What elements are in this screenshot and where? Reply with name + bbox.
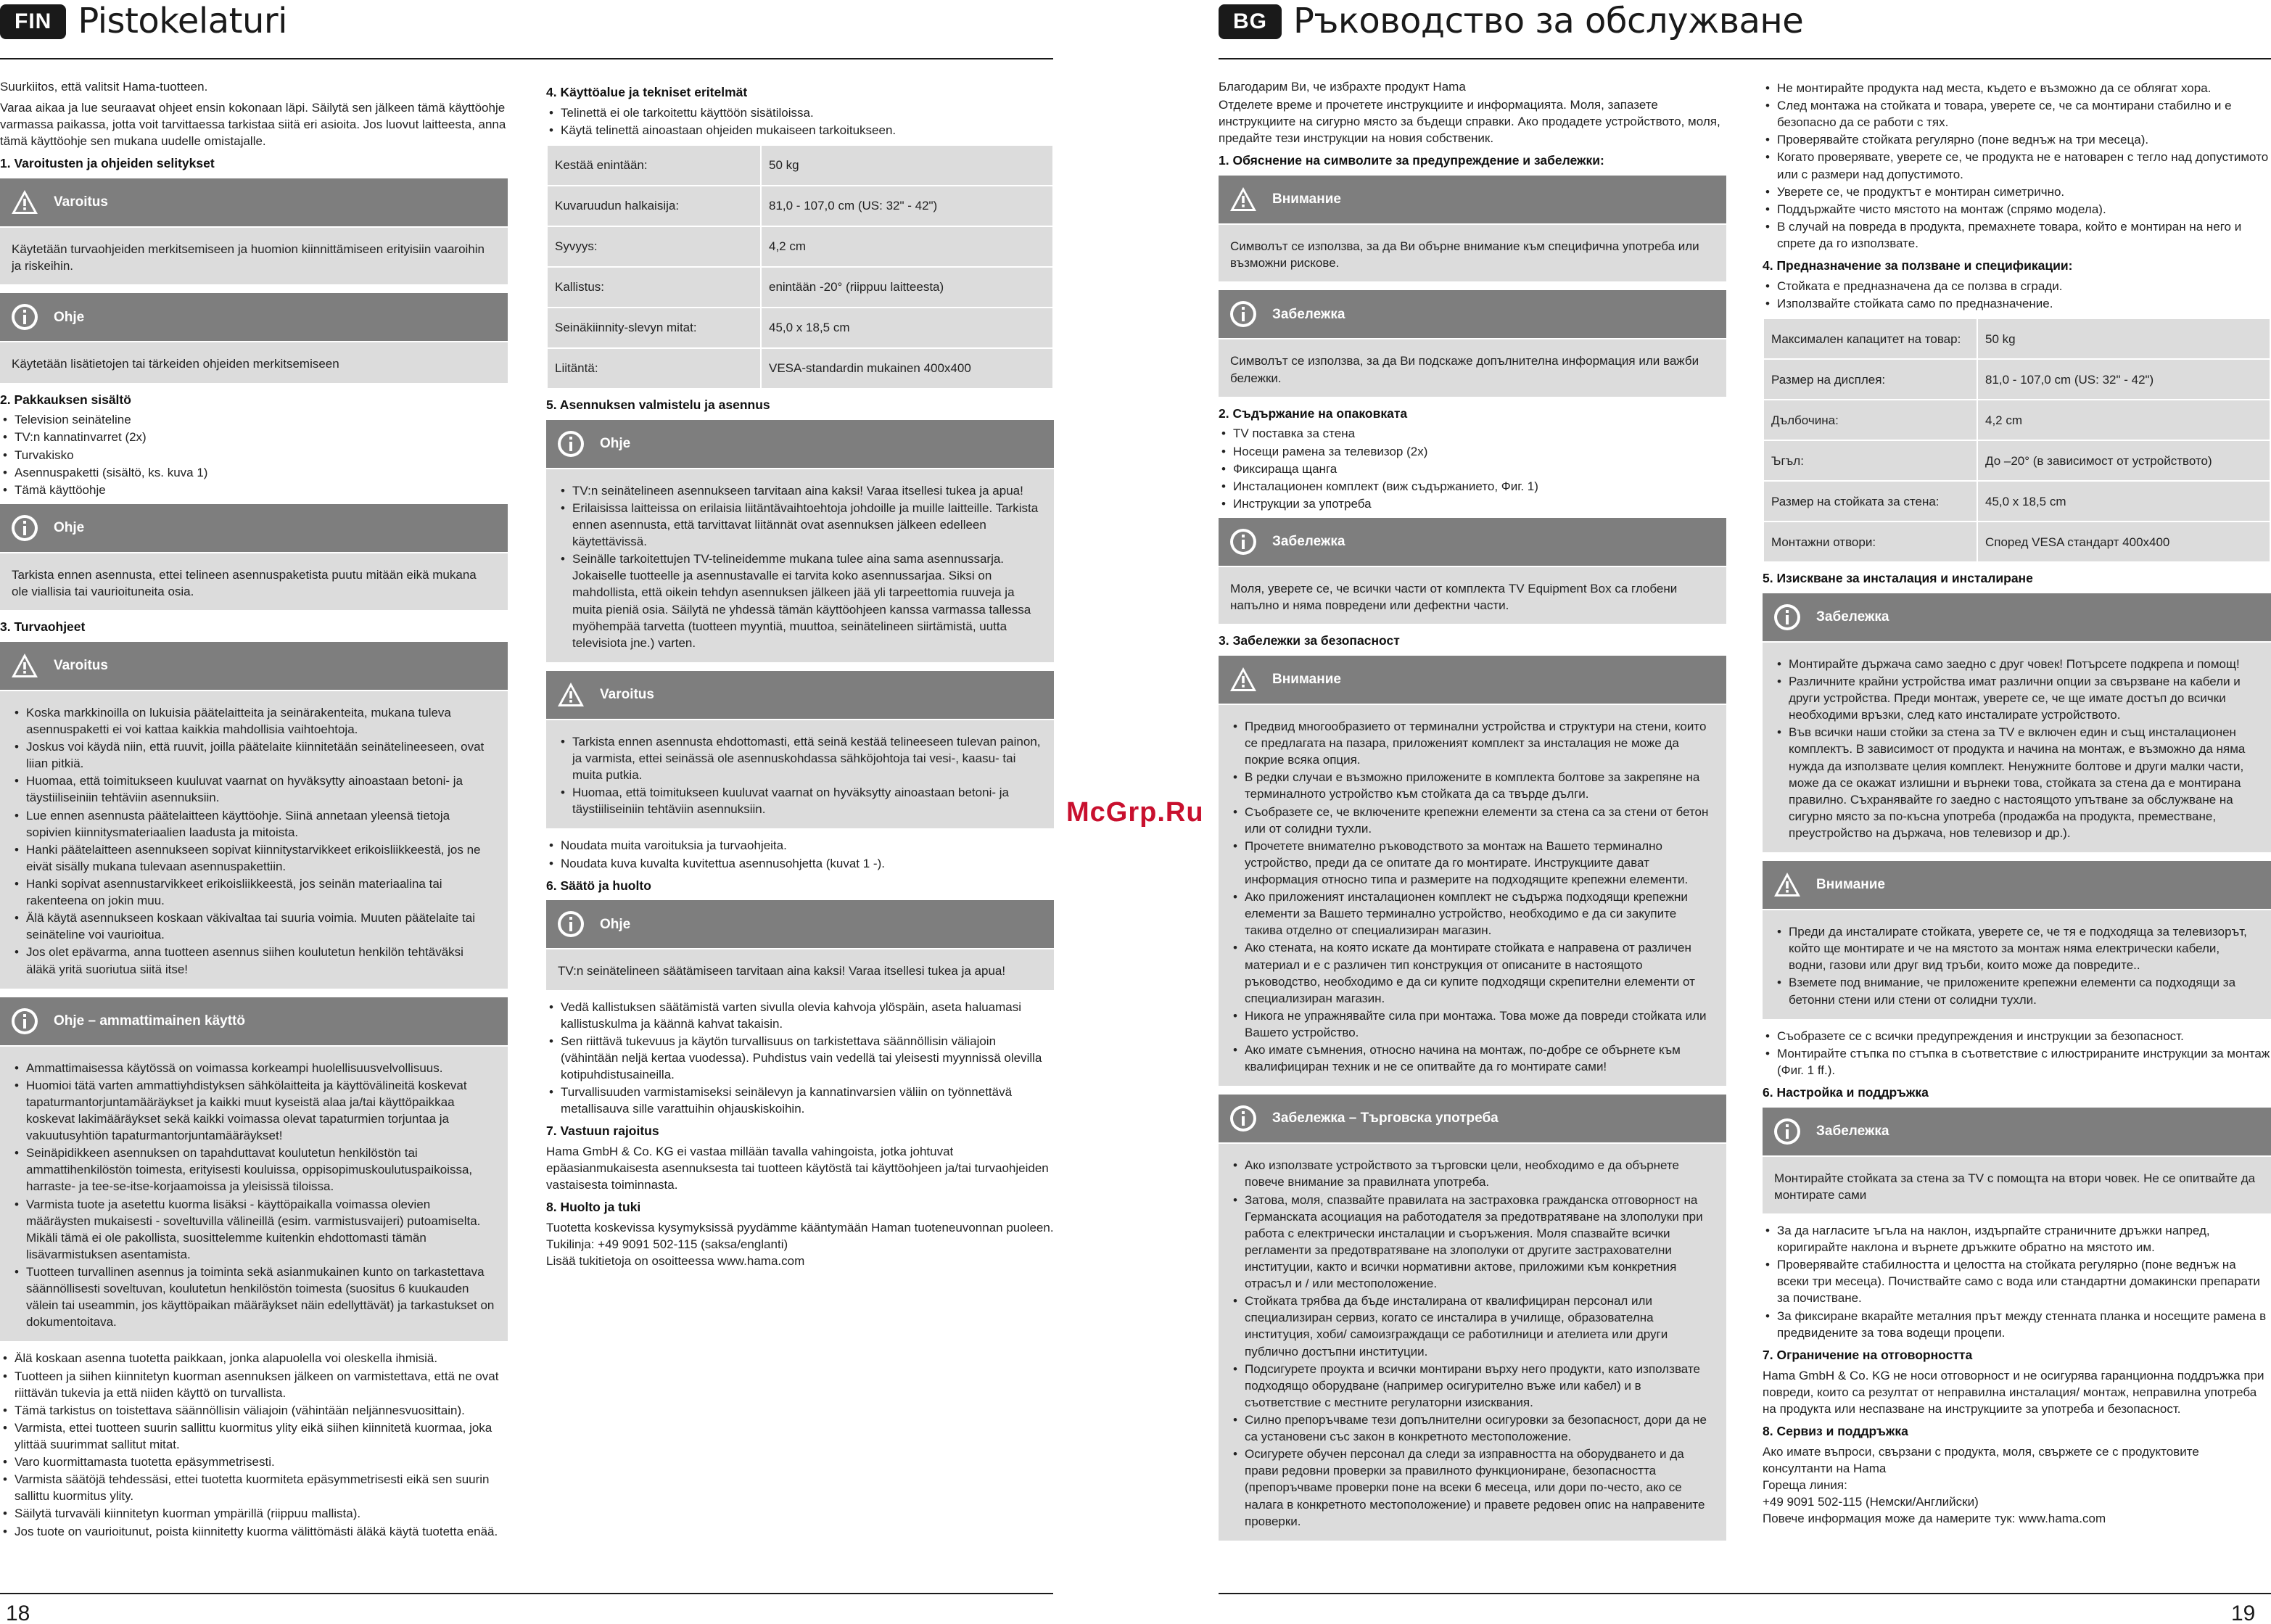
section-title: 7. Ограничение на отговорността — [1763, 1347, 1973, 1362]
list-item: • Tuotteen ja siihen kiinnitetyn kuorman asennuksen jälkeen on varmistettava, että ne ovat riittävän tukevia ja että niiden käyttö on turvallista. — [0, 1368, 508, 1401]
support-line: Повече информация може да намерите тук: www.hama.com — [1763, 1512, 2106, 1526]
list-item: • Television seinäteline — [0, 411, 508, 428]
list-item: • Tämä käyttöohje — [0, 482, 508, 498]
spec-value: VESA-standardin mukainen 400x400 — [761, 348, 1053, 389]
left-header-rule — [0, 58, 1053, 59]
right-column-1 — [1219, 78, 1726, 1549]
box-text: Tarkista ennen asennusta, ettei telineen asennuspaketista puutu mitään eikä mukana ole viallisia tai vaurioituneita osia. — [12, 567, 477, 599]
usage-list — [546, 104, 1054, 139]
safety-list — [0, 1350, 508, 1539]
list-item: • Ако имате съмнения, относно начина на монтаж, по-добре се обърнете към квалифициран техник и не се опитвайте да го монтирате сами! — [1230, 1042, 1715, 1075]
warning-box — [0, 642, 508, 989]
spec-key: Размер на стойката за стена: — [1763, 481, 1977, 522]
box-text: Монтирайте стойката за стена за TV с помощта на втори човек. Не се опитвайте да монтирате сами — [1774, 1171, 2256, 1202]
spec-value: 45,0 x 18,5 cm — [761, 308, 1053, 348]
list-item: • Varo kuormittamasta tuotetta epäsymmetrisesti. — [0, 1454, 508, 1470]
support-line: Tuotetta koskevissa kysymyksissä pyydämme kääntymään Haman tuoteneuvonnan puoleen. — [546, 1221, 1054, 1235]
list-item: • Telinettä ei ole tarkoitettu käyttöön sisätiloissa. — [546, 104, 1054, 121]
list-item: • Tuotteen turvallinen asennus ja toiminta sekä asianmukainen kunto on tarkastettava säännöllisesti soveltuvan, koulutetun henkilöstön toimesta (suositus 6 kuukauden välein tai useammin, jos käyttöpaikan määräykset näin edellyttävät) ja tarkastukset on dokumentoitava. — [12, 1264, 496, 1330]
spec-value: 50 kg — [761, 145, 1053, 186]
package-contents-list — [0, 411, 508, 498]
list-item: • Стойката трябва да бъде инсталирана от квалифициран персонал или специализиран сервиз, когато се инсталира в училище, образователна институция, хоби/ самоизграждащи се работилници и ателиета или други публично достъпни институции. — [1230, 1293, 1715, 1359]
list-item: • Подсигурете проукта и всички монтирани върху него продукти, като използвате подходящо оборудване (например осигурително въже или кабел) и в съответствие с местните регулаторни изисквания. — [1230, 1361, 1715, 1411]
list-item: • Носещи рамена за телевизор (2x) — [1219, 443, 1726, 460]
spec-value: 4,2 cm — [1977, 400, 2270, 440]
warning-triangle-icon — [10, 188, 39, 217]
list-item: • Монтирайте държача само заедно с друг човек! Потърсете подкрепа и помощ! — [1774, 656, 2259, 672]
list-item: • За да нагласите ъгъла на наклон, издърпайте страничните дръжки напред, коригирайте наклона и върнете дръжките обратно на мястото им. — [1763, 1222, 2271, 1256]
liability-text: Hama GmbH & Co. KG не носи отговорност и не осигурява гаранционна поддръжка при повреди, които са резултат от неправилна инсталация/ монтаж, неправилна употреба на продукта или неспазване на инструкциите за употреба и безопасност. — [1763, 1368, 2264, 1416]
left-column-2 — [546, 78, 1054, 1274]
list-item: • Seinälle tarkoitettujen TV-telineidemme mukana tulee aina sama asennussarja. Jokaiselle tuotteelle ja asennustavalle ei tarvita koko asennussarjaa. Siksi on mahdollista, että oikein tehdyn asennuksen jälkeen jää yli tarpeettomia ruuveja ja muita pieniä osia. Säilytä ne yhdessä tämän käyttöohjeen kanssa varmassa tallessa myöhempää tarvetta (tuotteen myyntiä, muuttoa, seinätelineen siirtämistä, uutta televisiota jne.) varten. — [558, 551, 1042, 651]
spec-value: 45,0 x 18,5 cm — [1977, 481, 2270, 522]
list-item: • Различните крайни устройства имат различни опции за свързване на кабели и други устройства. Преди монтаж, уверете се, че ще имате достъп до всички необходими връзки, след като инсталирате устройството. — [1774, 673, 2259, 723]
left-page-number: 18 — [6, 1602, 30, 1624]
list-item: • Jos olet epävarma, anna tuotteen asennus siihen koulutetun henkilön tehtäväksi äläkä yritä suoriutua siitä itse! — [12, 944, 496, 977]
list-item: • Инструкции за употреба — [1219, 495, 1726, 512]
warning-box — [1219, 656, 1726, 1086]
list-item: • Huomaa, että toimitukseen kuuluvat vaarnat on hyväksytty ainoastaan betoni- ja täystiiliseiniin tehtäviin asennuksiin. — [12, 772, 496, 806]
info-circle-icon — [556, 429, 585, 458]
note-box — [1219, 290, 1726, 396]
support-line: Гореща линия: — [1763, 1477, 1847, 1492]
section-title: 4. Käyttöalue ja tekniset eritelmät — [546, 85, 748, 99]
section-title: 2. Съдържание на опаковката — [1219, 405, 1408, 421]
list-item: • Seinäpidikkeen asennuksen on tapahduttavat koulutetun henkilöstön tai ammattihenkilöstön toimesta, erityisesti kouluissa, oppisopimuskoulutuspaikoissa, harraste- ja tee-se-itse-korjaamoissa ja yleisissä tiloissa. — [12, 1145, 496, 1195]
box-text: Käytetään lisätietojen tai tärkeiden ohjeiden merkitsemiseen — [12, 357, 339, 371]
table-row — [547, 267, 1053, 308]
spec-value: Според VESA стандарт 400x400 — [1977, 522, 2270, 562]
left-footer-rule — [0, 1593, 1053, 1594]
box-text: Моля, уверете се, че всички части от комплекта TV Equipment Box са глобени напълно и няма повредени или дефектни части. — [1230, 582, 1678, 613]
list-item: • Erilaisissa laitteissa on erilaisia liitäntävaihtoehtoja johdoille ja muille laitteille. Tarkista ennen asennusta, että tarvittavat liitännät ovat asennuksen jälkeen edelleen käytettävissä. — [558, 500, 1042, 550]
warning-box — [0, 178, 508, 284]
box-title: Varoitus — [54, 194, 108, 210]
spec-key: Ъгъл: — [1763, 440, 1977, 481]
warning-triangle-icon — [1773, 870, 1802, 899]
box-title: Забележка – Търговска употреба — [1272, 1110, 1499, 1126]
list-item: • Във всички наши стойки за стена за TV е включен един и същ инсталационен комплектъ. В зависимост от продукта и начина на монтаж, е възможно да няма нужда да използвате целия комплект. Ненужните болтове и други малки части, може да се окажат излишни и върнеки това, стойката за стена да е монтирана правилно. Съхранявайте го заедно с настоящото упътване за обслужване на сигурно място за по-късна употреба (продажба на продукта, преместване, преустройство на държача, нов телевизор и др.). — [1774, 724, 2259, 841]
note-box — [1763, 1108, 2271, 1213]
list-item: • Използвайте стойката само по предназначение. — [1763, 295, 2271, 312]
info-circle-icon — [10, 1007, 39, 1036]
list-item: • Koska markkinoilla on lukuisia päätelaitteita ja seinärakenteita, mukana tuleva asennuspaketti ei voi kattaa kaikkia mahdollisia vaihtoehtoja. — [12, 704, 496, 738]
support-line: Lisää tukitietoja on osoitteessa www.hama.com — [546, 1254, 805, 1269]
box-title: Ohje — [54, 309, 85, 325]
list-item: • Noudata muita varoituksia ja turvaohjeita. — [546, 837, 1054, 854]
spec-key: Kuvaruudun halkaisija: — [547, 186, 761, 226]
list-item: • Стойката е предназначена да се ползва в сгради. — [1763, 278, 2271, 294]
list-item: • Varmista säätöjä tehdessäsi, ettei tuotetta kuormiteta epäsymmetrisesti eikä sen suurin sallittu kuormitus ylity. — [0, 1471, 508, 1504]
warning-triangle-icon — [1229, 185, 1258, 214]
warning-box — [1219, 176, 1726, 281]
list-item: • Ако използвате устройството за търговски цели, необходимо е да обърнете повече внимание за правилната употреба. — [1230, 1157, 1715, 1190]
maintenance-list — [1763, 1222, 2271, 1341]
table-row — [547, 226, 1053, 267]
language-badge-fin: FIN — [0, 4, 66, 40]
support-line: Ако имате въпроси, свързани с продукта, моля, свържете се с продуктовите консултанти на Hama — [1763, 1444, 2199, 1475]
intro-paragraph: Отделете време и прочетете инструкциите и информацията. Моля, запазете инструкциите на сигурно място за бъдещи справки. Ако продадете устройството, моля, предайте тези инструкции на новия собственик. — [1219, 98, 1720, 146]
section-title: 3. Забележки за безопасност — [1219, 633, 1400, 648]
list-item: • Älä käytä asennukseen koskaan väkivaltaa tai suuria voimia. Muuten päätelaite tai seinäteline voi vaurioitua. — [12, 910, 496, 943]
list-item: • Noudata kuva kuvalta kuvitettua asennusohjetta (kuvat 1 -). — [546, 855, 1054, 872]
list-item: • Sen riittävä tukevuus ja käytön turvallisuus on tarkistettava säännöllisin väliajoin (vähintään neljä kertaa vuodessa). Puhdistus vain vedellä tai yleisesti myynnissä olevilla kotipuhdistusaineilla. — [546, 1033, 1054, 1083]
box-title: Забележка — [1816, 1123, 1889, 1139]
list-item: • Осигурете обучен персонал да следи за изправността на оборудването и да прави редовни проверки за правилното функциониране, безопасността (препоръчваме проверки поне на всеки 6 месеца, или дори по-често, ако се налага в конкретното местоположение) и правете редовен опис на направените проверки. — [1230, 1446, 1715, 1530]
list-item: • Lue ennen asennusta päätelaitteen käyttöohje. Siinä annetaan yleensä tietoja sopivien kiinnitysmateriaalien laadusta ja mitoista. — [12, 807, 496, 841]
section-title: 1. Обяснение на символите за предупреждение и забележки: — [1219, 153, 1604, 168]
box-title: Ohje — [600, 435, 631, 451]
list-item: • Hanki päätelaitteen asennukseen sopivat kiinnitystarvikkeet erikoisliikkeestä, jos ne eivät sisälly mukana tulevaan asennuspakettiin. — [12, 841, 496, 875]
section-title: 2. Pakkauksen sisältö — [0, 392, 131, 407]
table-row — [1763, 440, 2270, 481]
box-title: Varoitus — [600, 686, 654, 702]
right-page-header — [1219, 0, 1803, 44]
list-item: • Уверете се, че продуктът е монтиран симетрично. — [1763, 184, 2271, 200]
note-box — [546, 420, 1054, 662]
list-item: • Проверявайте стойката регулярно (поне веднъж на три месеца). — [1763, 131, 2271, 148]
list-item: • Прочетете внимателно ръководството за монтаж на Вашето терминално устройство, преди да се опитате да го монтирате. Инструкциите дават информация относно типа и размерите на подходящите крепежни елементи. — [1230, 838, 1715, 888]
table-row — [1763, 359, 2270, 400]
note-box — [1763, 593, 2271, 852]
info-circle-icon — [556, 910, 585, 939]
warning-triangle-icon — [556, 680, 585, 709]
warning-box — [546, 671, 1054, 829]
list-item: • Turvallisuuden varmistamiseksi seinälevyn ja kannatinvarsien väliin on työnnettävä metallisauva sille varattuihin ohjauskiskoihin. — [546, 1084, 1054, 1117]
note-box — [1219, 518, 1726, 624]
spec-key: Seinäkiinnity-slevyn mitat: — [547, 308, 761, 348]
info-circle-icon — [1773, 603, 1802, 632]
spec-value: 81,0 - 107,0 cm (US: 32" - 42") — [761, 186, 1053, 226]
box-text: TV:n seinätelineen säätämiseen tarvitaan aina kaksi! Varaa itsellesi tukea ja apua! — [558, 964, 1006, 978]
note-box — [546, 900, 1054, 989]
list-item: • Ако приложеният инсталационен комплект не съдържа подходящи крепежни елементи за Вашето терминално устройство, необходимо е да си закупите такива отделно от специализиран магазин. — [1230, 889, 1715, 939]
spec-value: До –20° (в зависимост от устройството) — [1977, 440, 2270, 481]
spec-key: Дълбочина: — [1763, 400, 1977, 440]
list-item: • Huomaa, että toimitukseen kuuluvat vaarnat on hyväksytty ainoastaan betoni- ja täystiiliseiniin tehtäviin asennuksiin. — [558, 784, 1042, 817]
intro-paragraph: Varaa aikaa ja lue seuraavat ohjeet ensin kokonaan läpi. Säilytä sen jälkeen tämä käyttöohje varmassa paikassa, jotta voit tarvittaessa tarkistaa siitä eri asioita. Jos luovut laitteesta, anna tämä käyttöohje sen mukana uudelle omistajalle. — [0, 101, 506, 149]
list-item: • Вземете под внимание, че приложените крепежни елементи са подходящи за бетонни стени или стени от солидни тухли. — [1774, 974, 2259, 1007]
box-title: Ohje — [600, 916, 631, 932]
list-item: • Turvakisko — [0, 447, 508, 463]
list-item: • Силно препоръчваме тези допълнителни осигуровки за безопасност, дори да не са установени със закон в конкретното местоположение. — [1230, 1411, 1715, 1445]
info-circle-icon — [10, 514, 39, 543]
install-list — [1763, 1028, 2271, 1079]
box-title: Забележка — [1272, 534, 1345, 550]
list-item: • Монтирайте стъпка по стъпка в съответствие с илюстрираните инструкции за монтаж (Фиг. 1 ff.). — [1763, 1045, 2271, 1079]
list-item: • TV поставка за стена — [1219, 425, 1726, 442]
list-item: • Hanki sopivat asennustarvikkeet erikoisliikkeestä, jos seinän materiaalina tai rakenteena on jokin muu. — [12, 875, 496, 909]
watermark-text: McGrp.Ru — [1066, 797, 1204, 828]
list-item: • Предвид многообразието от терминални устройства и структури на стени, които се предлагата на пазара, приложеният комплект за инсталация не може да покрие всяка опция. — [1230, 718, 1715, 768]
left-column-1 — [0, 78, 508, 1546]
list-item: • Jos tuote on vaurioitunut, poista kiinnitetty kuorma välittömästi äläkä käytä tuotetta enää. — [0, 1523, 508, 1540]
info-circle-icon — [10, 302, 39, 331]
list-item: • Joskus voi käydä niin, että ruuvit, joilla päätelaite kiinnitetään seinätelineeseen, ovat liian pitkiä. — [12, 738, 496, 772]
intro-line: Suurkiitos, että valitsit Hama-tuotteen. — [0, 80, 208, 94]
list-item: • Никога не упражнявайте сила при монтажа. Това може да повреди стойката или Вашето устройство. — [1230, 1007, 1715, 1041]
list-item: • В редки случаи е възможно приложените в комплекта болтове за закрепяне на терминалното устройство към стойката да са твърде дълги. — [1230, 769, 1715, 802]
list-item: • Huomioi tätä varten ammattiyhdistyksen sähkölaitteita ja käyttövälineitä koskevat tapaturmantorjuntamääräykset ja kaikki muut kyseistä alaa ja/tai käyttöpaikkaa koskevat lakimääräykset sekä kaikki voimassa olevat tapaturmien torjuntaa ja vakuutusyhtiön tapaturmantorjuntamääräykset! — [12, 1077, 496, 1144]
box-text: Käytetään turvaohjeiden merkitsemiseen ja huomion kiinnittämiseen erityisiin vaaroihin ja riskeihin. — [12, 242, 485, 273]
list-item: • Tämä tarkistus on toistettava säännöllisin väliajoin (vähintään neljännesvuosittain). — [0, 1402, 508, 1419]
left-page-header — [0, 0, 287, 44]
section-title: 4. Предназначение за ползване и спецификации: — [1763, 258, 2073, 273]
info-circle-icon — [1773, 1117, 1802, 1146]
box-title: Внимание — [1816, 877, 1885, 893]
spec-key: Kestää enintään: — [547, 145, 761, 186]
box-title: Забележка — [1816, 609, 1889, 625]
section-title: 3. Turvaohjeet — [0, 619, 86, 635]
right-page-number: 19 — [2231, 1602, 2256, 1624]
install-list — [546, 837, 1054, 871]
list-item: • Затова, моля, спазвайте правилата на застраховка гражданска отговорност на Германската асоциация на работодателя за предотвратяване на злополуки при работа с електрически инсталации и съоръжения. Моля спазвайте всички регламенти за предотвратяване на злополуки от другите застрахователни институции, както и всички нормативни актове, приложими към конкретния отрасъл и / или местоположение. — [1230, 1192, 1715, 1293]
warning-triangle-icon — [1229, 665, 1258, 694]
table-row — [1763, 481, 2270, 522]
section-title: 1. Varoitusten ja ohjeiden selitykset — [0, 156, 215, 171]
right-header-rule — [1219, 58, 2271, 59]
list-item: • Varmista tuote ja asetettu kuorma lisäksi - käyttöpaikalla voimassa olevien määräysten mukaisesti - soveltuvilla välineillä (esim. varmistusvaijeri) putoamiselta. Mikäli tämä ei ole pakollista, suosittelemme kuitenkin ehdottomasti tämän lisävarmistuksen asentamista. — [12, 1196, 496, 1263]
maintenance-list — [546, 999, 1054, 1118]
spec-value: 81,0 - 107,0 cm (US: 32" - 42") — [1977, 359, 2270, 400]
box-title: Внимание — [1272, 191, 1341, 207]
spec-key: Максимален капацитет на товар: — [1763, 318, 1977, 359]
section-title: 6. Настройка и поддръжка — [1763, 1084, 1929, 1100]
right-page-title: Ръководство за обслужване — [1293, 1, 1804, 42]
list-item: • TV:n seinätelineen asennukseen tarvitaan aina kaksi! Varaa itsellesi tukea ja apua! — [558, 482, 1042, 499]
spec-value: 4,2 cm — [761, 226, 1053, 267]
list-item: • Ако стената, на която искате да монтирате стойката е направена от различен материал и е с различен тип конструкция от описаните в настоящото ръководство, необходимо е да си купите подходящи скрепителни елементи от специализиран магазин. — [1230, 939, 1715, 1006]
note-box-commercial — [1219, 1095, 1726, 1540]
spec-key: Размер на дисплея: — [1763, 359, 1977, 400]
warning-triangle-icon — [10, 651, 39, 680]
package-contents-list — [1219, 425, 1726, 512]
table-row — [547, 145, 1053, 186]
list-item: • Käytä telinettä ainoastaan ohjeiden mukaiseen tarkoitukseen. — [546, 122, 1054, 139]
list-item: • Фиксираща щанга — [1219, 461, 1726, 477]
section-title: 5. Изискване за инсталация и инсталиране — [1763, 571, 2033, 586]
list-item: • Съобразете се с всички предупреждения и инструкции за безопасност. — [1763, 1028, 2271, 1044]
info-circle-icon — [1229, 1104, 1258, 1133]
list-item: • Когато проверявате, уверете се, че продукта не е натоварен с тегло над допустимото или с размери над допустимото. — [1763, 149, 2271, 182]
list-item: • За фиксиране вкарайте металния прът между стенната планка и носещите рамена в предвидените за това водещи процепи. — [1763, 1308, 2271, 1341]
section-title: 7. Vastuun rajoitus — [546, 1124, 659, 1139]
info-circle-icon — [1229, 527, 1258, 556]
box-title: Забележка — [1272, 306, 1345, 322]
list-item: • В случай на повреда в продукта, премахнете товара, който е монтиран на него и спрете да го използвате. — [1763, 218, 2271, 252]
usage-list — [1763, 278, 2271, 312]
box-title: Ohje — [54, 519, 85, 535]
spec-table — [546, 144, 1054, 389]
spec-key: Kallistus: — [547, 267, 761, 308]
box-title: Varoitus — [54, 658, 108, 673]
safety-list — [1763, 80, 2271, 252]
table-row — [547, 308, 1053, 348]
note-box-professional — [0, 997, 508, 1342]
section-title: 8. Сервиз и поддръжка — [1763, 1423, 1908, 1438]
spec-key: Syvyys: — [547, 226, 761, 267]
spec-key: Монтажни отвори: — [1763, 522, 1977, 562]
support-line: +49 9091 502-115 (Немски/Английски) — [1763, 1495, 1979, 1509]
right-footer-rule — [1219, 1593, 2271, 1594]
warning-box — [1763, 861, 2271, 1019]
list-item: • TV:n kannatinvarret (2x) — [0, 429, 508, 445]
list-item: • Varmista, ettei tuotteen suurin sallittu kuormitus ylity eikä siihen kiinnitetä kuormaa, joka ylittää suurimmat sallitut mitat. — [0, 1419, 508, 1453]
list-item: • Asennuspaketti (sisältö, ks. kuva 1) — [0, 464, 508, 481]
list-item: • Поддържайте чисто мястото на монтаж (спрямо модела). — [1763, 201, 2271, 218]
list-item: • След монтажа на стойката и товара, уверете се, че са монтирани стабилно и е безопасно да се работи с тях. — [1763, 97, 2271, 131]
list-item: • Съобразете се, че включените крепежни елементи за стена са за стени от бетон или от солидни тухли. — [1230, 804, 1715, 837]
left-page-title: Pistokelaturi — [78, 1, 287, 42]
box-title: Внимание — [1272, 672, 1341, 688]
spec-value: enintään -20° (riippuu laitteesta) — [761, 267, 1053, 308]
note-box — [0, 504, 508, 610]
section-title: 8. Huolto ja tuki — [546, 1200, 641, 1215]
list-item: • Älä koskaan asenna tuotetta paikkaan, jonka alapuolella voi oleskella ihmisiä. — [0, 1350, 508, 1367]
section-title: 5. Asennuksen valmistelu ja asennus — [546, 397, 770, 413]
list-item: • Преди да инсталирате стойката, уверете се, че тя е подходяща за телевизорът, който ще монтирате и че на мястото за монтаж няма електрически кабели, водни, газови или друг вид тръби, които може да повредите.. — [1774, 923, 2259, 973]
box-title: Ohje – ammattimainen käyttö — [54, 1013, 245, 1029]
list-item: • Tarkista ennen asennusta ehdottomasti, että seinä kestää telineeseen tulevan painon, ja varmista, ettei seinässä ole asennuskohdassa sähköjohtoja tai vesi-, kaasu- tai muita putkia. — [558, 733, 1042, 783]
list-item: • Проверявайте стабилността и целостта на стойката регулярно (поне веднъж на всеки три месеца). Почиствайте само с вода или стандартни домакински препарати за почистване. — [1763, 1256, 2271, 1306]
table-row — [547, 186, 1053, 226]
list-item: • Vedä kallistuksen säätämistä varten sivulla olevia kahvoja ylöspäin, aseta haluamasi kallistuskulma ja käännä kahvat takaisin. — [546, 999, 1054, 1032]
intro-line: Благодарим Ви, че избрахте продукт Hama — [1219, 80, 1466, 94]
support-line: Tukilinja: +49 9091 502-115 (saksa/englanti) — [546, 1237, 788, 1252]
table-row — [1763, 318, 2270, 359]
spec-value: 50 kg — [1977, 318, 2270, 359]
box-text: Символът се използва, за да Ви обърне внимание към специфична употреба или възможни рискове. — [1230, 239, 1699, 271]
right-column-2 — [1763, 78, 2271, 1531]
spec-table — [1763, 318, 2271, 563]
info-circle-icon — [1229, 300, 1258, 329]
note-box — [0, 293, 508, 382]
box-text: Символът се използва, за да Ви подскаже допълнителна информация или важби бележки. — [1230, 354, 1699, 385]
list-item: • Säilytä turvaväli kiinnitetyn kuorman ympärillä (riippuu mallista). — [0, 1505, 508, 1522]
table-row — [547, 348, 1053, 389]
section-title: 6. Säätö ja huolto — [546, 878, 651, 893]
table-row — [1763, 400, 2270, 440]
list-item: • Ammattimaisessa käytössä on voimassa korkeampi huolellisuusvelvollisuus. — [12, 1060, 496, 1076]
list-item: • Не монтирайте продукта над места, където е възможно да се облягат хора. — [1763, 80, 2271, 96]
liability-text: Hama GmbH & Co. KG ei vastaa millään tavalla vahingoista, jotka johtuvat epäasianmukaisesta asennuksesta tai tuotteen käytöstä tai käyttöohjeen ja/tai turvaohjeiden vastaisesta toiminnasta. — [546, 1145, 1049, 1192]
list-item: • Инсталационен комплект (виж съдържанието, Фиг. 1) — [1219, 478, 1726, 495]
language-badge-bg: BG — [1219, 4, 1282, 40]
spec-key: Liitäntä: — [547, 348, 761, 389]
table-row — [1763, 522, 2270, 562]
